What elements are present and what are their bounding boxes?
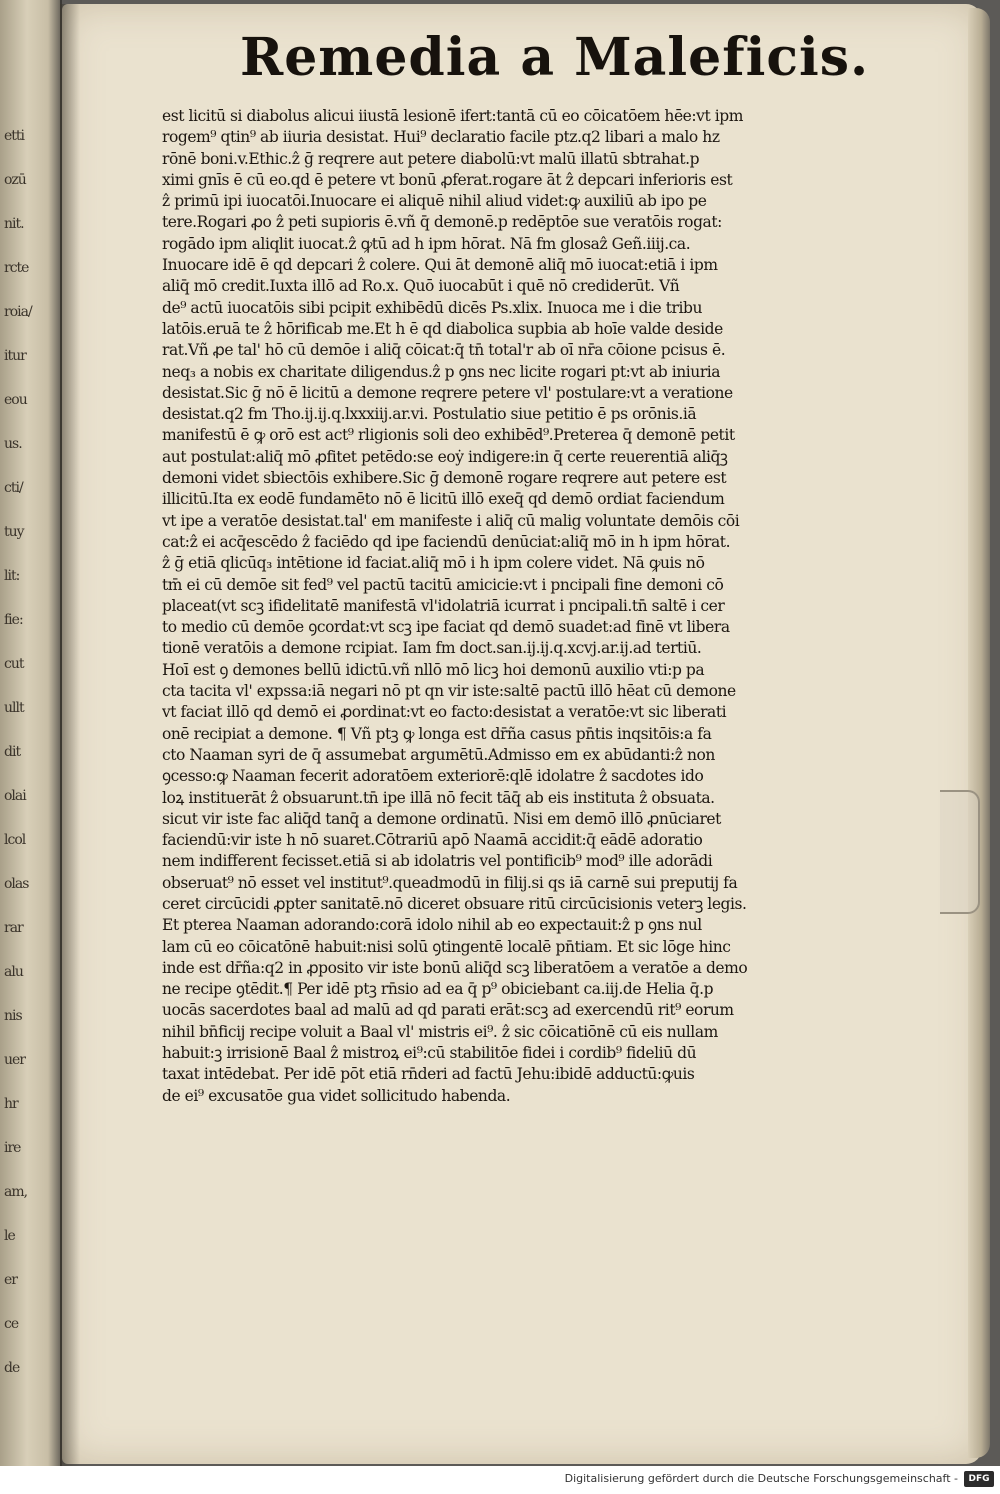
text-line: taxat intēdebat. Per idē pōt etiā rn̄deri ad factū Jehu:ibidē adductū:ꝙuis	[162, 1065, 695, 1084]
facing-page-fragment: hr	[4, 1096, 18, 1112]
facing-page-fragment: us.	[4, 436, 22, 452]
text-line: Et pterea Naaman adorando:corā idolo nihil ab eo expectauit:ẑ p ꝯns nul	[162, 916, 702, 935]
facing-page-fragment: roia/	[4, 304, 32, 320]
facing-page-fragment: ullt	[4, 700, 24, 716]
dfg-logo: DFG	[964, 1471, 994, 1487]
facing-page-fragment: olai	[4, 788, 26, 804]
facing-page-fragment: eou	[4, 392, 27, 408]
text-line: ꝯcesso:ꝙ Naaman fecerit adoratōem exteriorē:qlē idolatre ẑ sacdotes ido	[162, 767, 704, 786]
text-line: lam cū eo cōicatōnē habuit:nisi solū ꝯtingentē localē pn̄tiam. Et sic lōge hinc	[162, 937, 731, 956]
text-line: de ei⁹ excusatōe gua videt sollicitudo habenda.	[162, 1086, 511, 1105]
facing-page-fragment: olas	[4, 876, 29, 892]
facing-page-edge	[0, 0, 62, 1466]
text-line: nihil bn̄ficij recipe voluit a Baal vl' mistris ei⁹. ẑ sic cōicatiōnē cū eis nullam	[162, 1022, 718, 1041]
facing-page-fragment: am,	[4, 1184, 28, 1200]
text-line: aut postulat:aliq̄ mō ꝓfitet petēdo:se eoẏ indigere:in q̄ certe reuerentiā aliq̄ꝫ	[162, 447, 728, 466]
text-line: neq₃ a nobis ex charitate diligendus.ẑ p ꝯns nec licite rogari pt:vt ab iniuria	[162, 362, 721, 381]
facing-page-fragment: alu	[4, 964, 23, 980]
footer-credit: Digitalisierung gefördert durch die Deutsche Forschungsgemeinschaft -	[564, 1472, 958, 1485]
text-line: manifestū ē ꝙ orō est act⁹ rligionis soli deo exhibēd⁹.Preterea q̄ demonē petit	[162, 426, 735, 445]
facing-page-fragment: ce	[4, 1316, 19, 1332]
text-line: loꝝ instituerāt ẑ obsuarunt.tn̄ ipe illā nō fecit tāq̄ ab eis instituta ẑ obsuata.	[162, 788, 715, 807]
facing-page-fragment: fie:	[4, 612, 23, 628]
text-line: cat:ẑ ei acq̄escēdo ẑ faciēdo qd ipe faciendū denūciat:aliq̄ mō in h ipm hōrat.	[162, 532, 731, 551]
text-line: Inuocare idē ē qd depcari ẑ colere. Qui āt demonē aliq̄ mō iuocat:etiā i ipm	[162, 256, 718, 275]
facing-page-fragment: de	[4, 1360, 20, 1376]
facing-page-fragment: dit	[4, 744, 21, 760]
text-line: ximi gnīs ē cū eo.qd ē petere vt bonū ꝓferat.rogare āt ẑ depcari inferioris est	[162, 170, 733, 189]
text-line: rogem⁹ qtin⁹ ab iiuria desistat. Hui⁹ declaratio facile ptz.q2 libari a malo hz	[162, 128, 720, 147]
text-line: ẑ primū ipi iuocatōi.Inuocare ei aliquē nihil aliud videt:ꝙ auxiliū ab ipo pe	[162, 192, 707, 211]
facing-page-fragment: rar	[4, 920, 23, 936]
facing-page-fragment: lcol	[4, 832, 26, 848]
text-line: uocās sacerdotes baal ad malū ad qd parati erāt:scꝫ ad exercendū rit⁹ eorum	[162, 1001, 734, 1020]
text-line: cto Naaman syri de q̄ assumebat argumētū.Admisso em ex abūdanti:ẑ non	[162, 745, 715, 764]
gutter-shadow	[60, 4, 80, 1466]
text-line: to medio cū demōe ꝯcordat:vt scꝫ ipe faciat qd demō suadet:ad finē vt libera	[162, 618, 730, 637]
facing-page-fragment: itur	[4, 348, 26, 364]
facing-page-fragment: tuy	[4, 524, 24, 540]
text-line: tere.Rogari ꝓo ẑ peti supioris ē.vñ q̄ demonē.p redēptōe sue veratōis rogat:	[162, 213, 722, 232]
text-line: obseruat⁹ nō esset vel institut⁹.queadmodū in filij.si qs iā carnē sui preputij fa	[162, 873, 738, 892]
page-title: Remedia a Maleficis.	[240, 27, 870, 88]
text-line: rat.Vñ ꝓe tal' hō cū demōe i aliq̄ cōicat:q̄ tn̄ total'r ab oī nr̄a cōione pcisus ē.	[162, 341, 726, 360]
page-fore-edge	[968, 8, 990, 1458]
text-line: tionē veratōis a demone rcipiat. Iam fm doct.san.ij.ij.q.xcvj.ar.ij.ad tertiū.	[162, 639, 702, 658]
body-text-block	[162, 106, 852, 1107]
facing-page-fragment: ire	[4, 1140, 21, 1156]
text-line: ẑ ḡ etiā qlicūq₃ intētione id faciat.aliq̄ mō i h ipm colere videt. Nā ꝙuis nō	[162, 554, 705, 573]
text-line: Hoī est ꝯ demones bellū idictū.vñ nllō mō licꝫ hoi demonū auxilio vti:p pa	[162, 660, 705, 679]
text-line: onē recipiat a demone. ¶ Vñ ptꝫ ꝙ longa est dr̄ña casus pn̄tis inqsitōis:a fa	[162, 724, 712, 743]
text-line: faciendū:vir iste h nō suaret.Cōtrariū apō Naamā accidit:q̄ eādē adoratio	[162, 831, 703, 850]
text-line: est licitū si diabolus alicui iiustā lesionē ifert:tantā cū eo cōicatōem hēe:vt ipm	[162, 107, 743, 125]
text-line: vt faciat illō qd demō ei ꝓordinat:vt eo facto:desistat a veratōe:vt sic liberati	[162, 703, 727, 722]
text-line: desistat.q2 fm Tho.ij.ij.q.lxxxiij.ar.vi. Postulatio siue petitio ē ps orōnis.iā	[162, 405, 697, 424]
text-line: sicut vir iste fac aliq̄d tanq̄ a demone ordinatū. Nisi em demō illō ꝓnūciaret	[162, 809, 721, 828]
text-line: cta tacita vl' expssa:iā negari nō pt qn vir iste:saltē pactū illō hēat cū demone	[162, 682, 736, 701]
text-line: inde est dr̄ña:q2 in ꝓposito vir iste bonū aliq̄d scꝫ liberatōem a veratōe a demo	[162, 958, 748, 977]
facing-page-fragment: nis	[4, 1008, 22, 1024]
footer-bar	[0, 1466, 1000, 1494]
facing-page-fragment: nit.	[4, 216, 24, 232]
facing-page-fragment: le	[4, 1228, 15, 1244]
text-line: illicitū.Ita ex eodē fundamēto nō ē licitū illō exeq̄ qd demō ordiat faciendum	[162, 490, 725, 509]
facing-page-fragment: lit:	[4, 568, 20, 584]
text-line: habuit:ꝫ irrisionē Baal ẑ mistroꝝ ei⁹:cū stabilitōe fidei i cordib⁹ fideliū dū	[162, 1044, 697, 1063]
text-line: ceret circūcidi ꝓpter sanitatē.nō diceret obsuare ritū circūcisionis veterꝫ legis.	[162, 894, 747, 913]
text-line: desistat.Sic ḡ nō ē licitū a demone reqrere petere vl' postulare:vt a veratione	[162, 383, 733, 402]
text-line: tm̄ ei cū demōe sit fed⁹ vel pactū tacitū amicicie:vt i pncipali fine demoni cō	[162, 575, 724, 594]
text-line: placeat(vt scꝫ ifidelitatē manifestā vl'idolatriā icurrat i pncipali.tn̄ saltē i cer	[162, 596, 725, 615]
facing-page-fragment: rcte	[4, 260, 29, 276]
text-line: ne recipe ꝯtēdit.¶ Per idē ptꝫ rn̄sio ad ea q̄ p⁹ obiciebant ca.iij.de Helia q̄.p	[162, 980, 714, 999]
text-line: nem indifferent fecisset.etiā si ab idolatris vel pontificib⁹ mod⁹ ille adorādi	[162, 852, 713, 871]
text-line: de⁹ actū iuocatōis sibi pcipit exhibēdū dicēs Ps.xlix. Inuoca me i die tribu	[162, 298, 702, 317]
text-line: vt ipe a veratōe desistat.tal' em manifeste i aliq̄ cū malig voluntate demōis cōi	[162, 511, 740, 530]
facing-page-fragment: etti	[4, 128, 25, 144]
text-line: aliq̄ mō credit.Iuxta illō ad Ro.x. Quō iuocabūt i quē nō crediderūt. Vñ	[162, 277, 680, 296]
text-line: latōis.eruā te ẑ hōrificab me.Et h ē qd diabolica supbia ab hoīe valde deside	[162, 319, 723, 338]
facing-page-fragment: cti/	[4, 480, 23, 496]
text-line: rogādo ipm aliqlit iuocat.ẑ ꝙtū ad h ipm hōrat. Nā fm glosaẑ Geñ.iiij.ca.	[162, 234, 691, 253]
facing-page-fragment: cut	[4, 656, 24, 672]
facing-page-fragment: er	[4, 1272, 17, 1288]
text-line: demoni videt sbiectōis exhibere.Sic ḡ demonē rogare reqrere aut petere est	[162, 469, 727, 488]
text-line: rōnē boni.v.Ethic.ẑ ḡ reqrere aut petere diabolū:vt malū illatū sbtrahat.p	[162, 149, 700, 168]
facing-page-fragment: ozū	[4, 172, 26, 188]
facing-page-fragment: uer	[4, 1052, 25, 1068]
page-clip	[940, 790, 980, 914]
